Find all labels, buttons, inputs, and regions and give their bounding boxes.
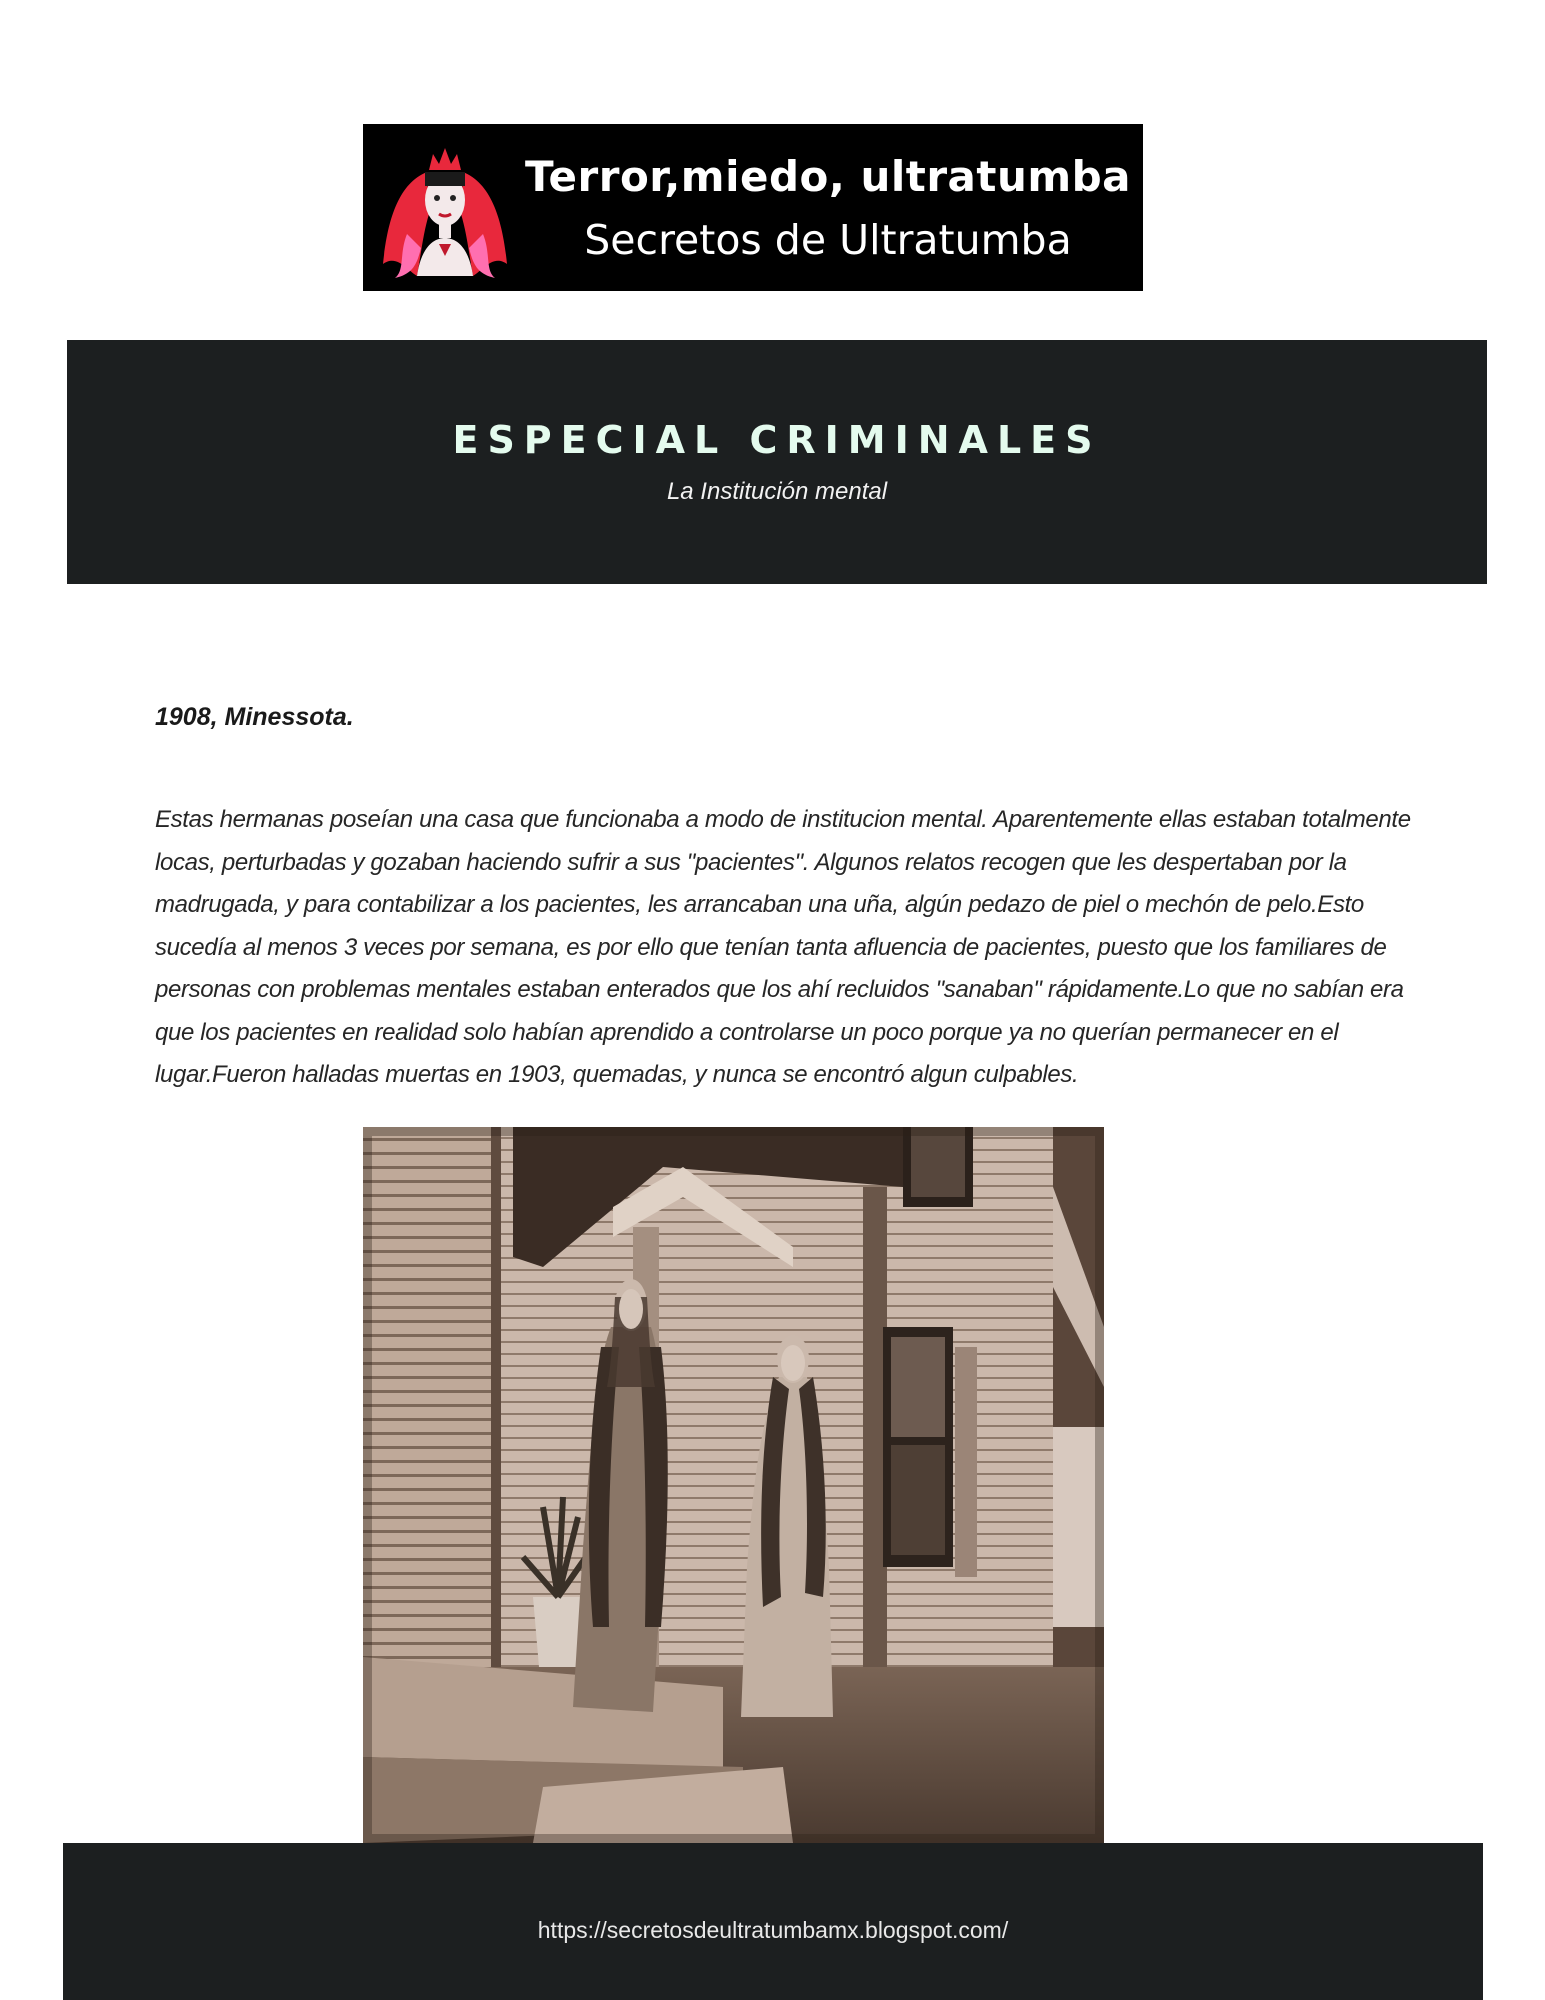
page-subtitle: La Institución mental	[666, 478, 888, 505]
article-body: Estas hermanas poseían una casa que funcionaba a modo de institucion mental. Aparentemente ellas estaban totalmente locas, perturbadas y gozaban haciendo sufrir a sus "pacientes". Algunos relatos recogen que les despertaban por la madrugada, y para contabilizar a los pacientes, les arrancaban una uña, algún pedazo de piel o mechón de pelo.Esto sucedía al menos 3 veces por semana, es por ello que tenían tanta afluencia de pacientes, puesto que los familiares de personas con problemas mentales estaban enterados que los ahí recluidos "sanaban" rápidamente.Lo que no sabían era que los pacientes en realidad solo habían aprendido a controlarse un poco porque ya no querían permanecer en el lugar.Fueron halladas muertas en 1903, quemadas, y nunca se encontró algun culpables.	[155, 806, 1411, 1088]
sisters-photo-illustration	[363, 1127, 1104, 1843]
queen-logo-icon	[377, 144, 513, 280]
logo-subtitle: Secretos de Ultratumba	[584, 216, 1072, 264]
page-title: ESPECIAL CRIMINALES	[452, 418, 1102, 462]
logo-banner	[363, 124, 1143, 291]
logo-title: Terror,miedo, ultratumba	[524, 152, 1132, 201]
footer	[63, 1843, 1483, 2000]
sisters-photo	[363, 1127, 1104, 1843]
article-dateline: 1908, Minessota.	[155, 703, 354, 731]
footer-url-link[interactable]: https://secretosdeultratumbamx.blogspot.com/	[537, 1917, 1009, 1943]
header-block	[67, 340, 1487, 584]
